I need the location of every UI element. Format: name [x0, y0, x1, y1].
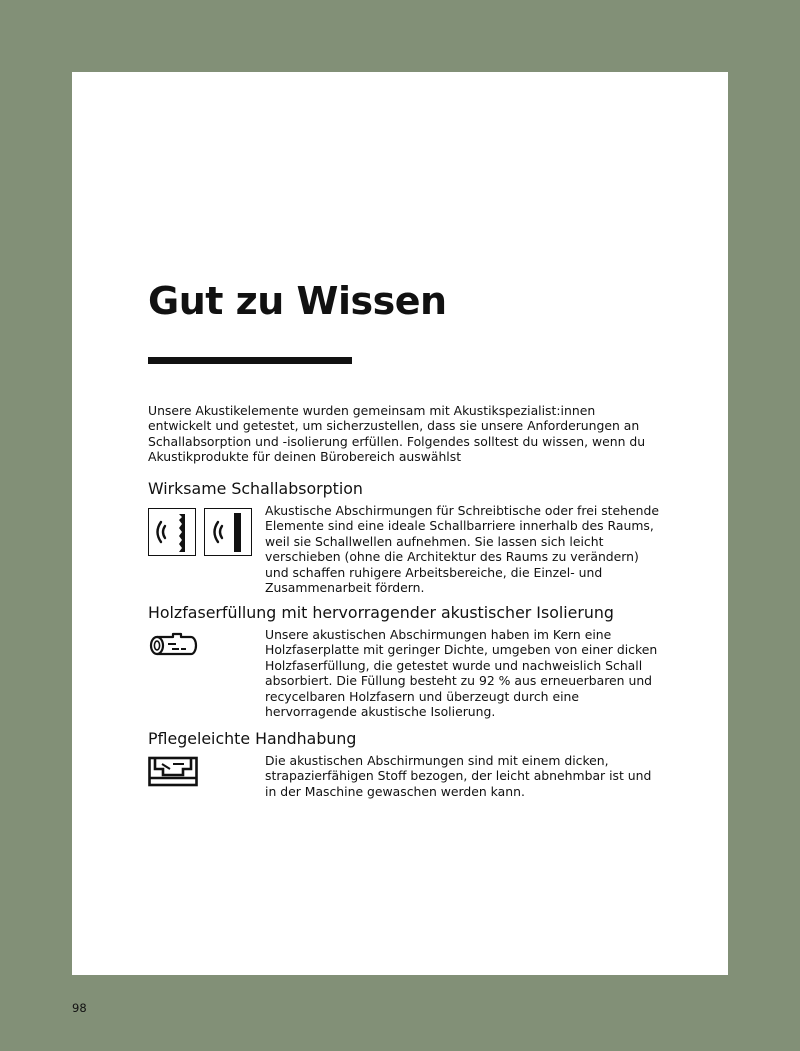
- section-heading-wood-fiber: Holzfaserfüllung mit hervorragender akustischer Isolierung: [148, 603, 614, 622]
- title-underline: [148, 357, 352, 364]
- section-body-sound-absorption: Akustische Abschirmungen für Schreibtische oder frei stehende Elemente sind eine ideale Schallbarriere innerhalb des Raums, weil sie Schallwellen aufnehmen. Sie lassen sich leicht verschieben (ohne die Architektur des Raums zu verändern) und schaffen ruhigere Arbeitsbereiche, die Einzel- und Zusammenarbeit fördern.: [265, 503, 659, 596]
- wood-log-icon: [148, 631, 198, 661]
- sound-barrier-icon: [204, 508, 252, 556]
- section-body-wood-fiber: Unsere akustischen Abschirmungen haben im Kern eine Holzfaserplatte mit geringer Dichte, umgeben von einer dicken Holzfaserfüllung, die getestet wurde und nachweislich Schall absorbiert. Die Füllung besteht zu 92 % aus erneuerbaren und recycelbaren Holzfasern und überzeugt durch eine hervorragende akustische Isolierung.: [265, 627, 658, 720]
- section-heading-sound-absorption: Wirksame Schallabsorption: [148, 479, 363, 498]
- section-heading-easy-care: Pflegeleichte Handhabung: [148, 729, 357, 748]
- intro-paragraph: Unsere Akustikelemente wurden gemeinsam mit Akustikspezialist:innen entwickelt und getestet, um sicherzustellen, dass sie unsere Anforderungen an Schallabsorption und -isolierung erfüllen. Folgendes solltest du wissen, wenn du Akustikprodukte für deinen Bürobereich auswählst: [148, 403, 646, 465]
- section-body-easy-care: Die akustischen Abschirmungen sind mit einem dicken, strapazierfähigen Stoff bezogen, der leicht abnehmbar ist und in der Maschine gewaschen werden kann.: [265, 753, 652, 799]
- sound-absorption-icon: [148, 508, 196, 556]
- removable-cover-icon: [148, 755, 198, 787]
- page-title: Gut zu Wissen: [148, 279, 447, 323]
- document-page: [72, 72, 728, 975]
- page-number: 98: [72, 1001, 87, 1015]
